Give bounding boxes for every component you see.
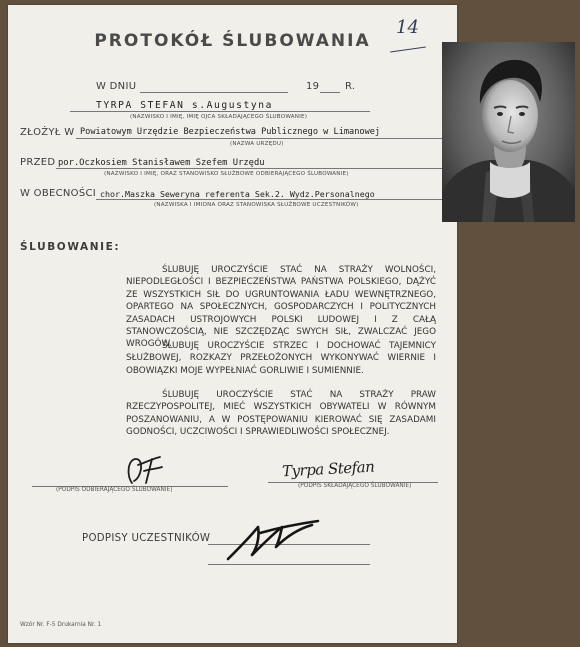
oath-taker-caption: (NAZWISKO I IMIĘ, IMIĘ OJCA SKŁADAJĄCEGO ŚLUBOWANIE) bbox=[130, 114, 308, 120]
date-line bbox=[140, 92, 288, 93]
oath-paragraph-3: ŚLUBUJĘ UROCZYŚCIE STAĆ NA STRAŻY PRAW RZECZYPOSPOLITEJ, MIEĆ WSZYSTKICH OBYWATELI W RÓWNYM POSZANOWANIU, A W POSTĘPOWANIU KIEROWAĆ SIĘ ZASADAMI GODNOŚCI, UCZCIWOŚCI I SPRAWIEDLIWOŚCI SPOŁECZNEJ. bbox=[126, 390, 436, 438]
participants-line-2 bbox=[208, 564, 370, 565]
date-label: W DNIU bbox=[96, 81, 137, 92]
year-line bbox=[320, 92, 340, 93]
presence-line bbox=[96, 199, 446, 200]
signature-left bbox=[118, 453, 178, 487]
oath-paragraph-1: ŚLUBUJĘ UROCZYŚCIE STAĆ NA STRAŻY WOLNOŚCI, NIEPODLEGŁOŚCI I BEZPIECZEŃSTWA PAŃSTWA POLSKIEGO, DĄŻYĆ ZE WSZYSTKICH SIŁ DO UGRUNTOWANIA ŁADU WEWNĘTRZNEGO, OPARTEGO NA SPOŁECZNYCH, GOSPODARCZYCH I POLITYCZNYCH ZASADACH USTROJOWYCH POLSKI LUDOWEJ I Z CAŁĄ STANOWCZOŚCIĄ, NIE SZCZĘDZĄC SWYCH SIŁ, ZWALCZAĆ JEGO WROGÓW. bbox=[126, 265, 436, 350]
before-line bbox=[56, 168, 442, 169]
before-value: por.Oczkosiem Stanisławem Szefem Urzędu bbox=[58, 158, 265, 168]
oath-section-title: ŚLUBOWANIE: bbox=[20, 241, 121, 253]
signature-right: Tyrpa Stefan bbox=[281, 457, 375, 481]
oath-taker-name: TYRPA STEFAN s.Augustyna bbox=[96, 100, 274, 111]
office-line bbox=[76, 138, 442, 139]
document-page bbox=[8, 5, 457, 643]
before-label: PRZED bbox=[20, 157, 56, 168]
signature-right-caption: (PODPIS SKŁADAJĄCEGO ŚLUBOWANIE) bbox=[298, 483, 412, 489]
signature-participant bbox=[220, 513, 330, 563]
presence-label: W OBECNOŚCI bbox=[20, 188, 97, 199]
participants-label: PODPISY UCZESTNIKÓW bbox=[82, 533, 211, 544]
office-label: ZŁOŻYŁ W bbox=[20, 127, 75, 138]
date-year: 19 bbox=[306, 81, 320, 92]
date-year-suffix: R. bbox=[345, 81, 356, 92]
before-caption: (NAZWISKO I IMIĘ, ORAZ STANOWISKO SŁUŻBOWE ODBIERAJĄCEGO ŚLUBOWANIE) bbox=[104, 171, 349, 177]
footer-form-number: Wzór Nr. F-5 Drukarnia Nr. 1 bbox=[20, 622, 102, 628]
page-number: 14 bbox=[396, 17, 419, 38]
office-value: Powiatowym Urzędzie Bezpieczeństwa Publicznego w Limanowej bbox=[80, 127, 381, 137]
office-caption: (NAZWA URZĘDU) bbox=[230, 141, 284, 147]
presence-value: chor.Maszka Seweryna referenta Sek.2. Wydz.Personalnego bbox=[100, 189, 375, 199]
oath-taker-line bbox=[70, 111, 370, 112]
document-title: PROTOKÓŁ ŚLUBOWANIA bbox=[94, 31, 371, 51]
oath-paragraph-2: ŚLUBUJĘ UROCZYŚCIE STRZEC I DOCHOWAĆ TAJEMNICY SŁUŻBOWEJ, ROZKAZY PRZEŁOŻONYCH WYKONYWAĆ WIERNIE I OBOWIĄZKI MOJE WYPEŁNIAĆ GORLIWIE I SUMIENNIE. bbox=[126, 341, 436, 376]
portrait-photo bbox=[442, 42, 575, 222]
presence-caption: (NAZWISKA I IMIONA ORAZ STANOWISKA SŁUŻBOWE UCZESTNIKÓW) bbox=[154, 202, 359, 208]
signature-left-caption: (PODPIS ODBIERAJĄCEGO ŚLUBOWANIE) bbox=[56, 487, 173, 493]
